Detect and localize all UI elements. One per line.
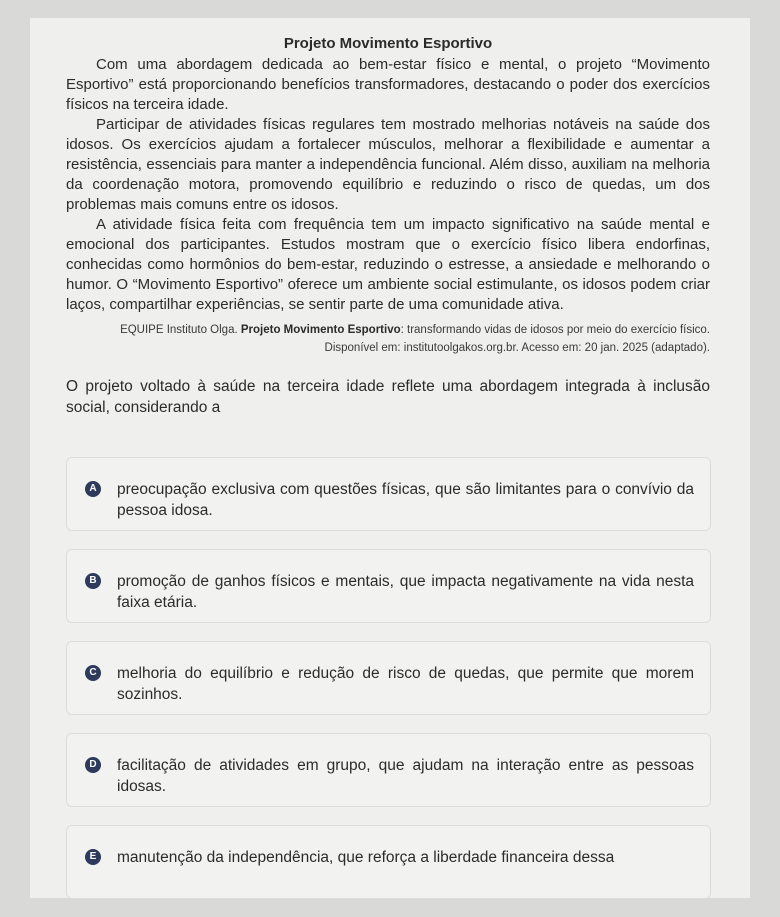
text-title: Projeto Movimento Esportivo — [283, 35, 493, 52]
option-d[interactable] — [66, 733, 711, 807]
option-e-text: manutenção da independência, que reforça a liberdade financeira dessa — [117, 849, 615, 866]
option-a-text: preocupação exclusiva com questões físicas, que são limitantes para o convívio da pessoa idosa. — [117, 481, 694, 519]
option-b[interactable] — [66, 549, 711, 623]
option-b-badge: B — [85, 573, 101, 589]
paragraph-2: Participar de atividades físicas regulares tem mostrado melhorias notáveis na saúde dos idosos. Os exercícios ajudam a fortalecer músculos, melhorar a flexibilidade e aumentar a resistência, essenciais para manter a independência funcional. Além disso, auxiliam na melhoria da coordenação motora, promovendo equilíbrio e reduzindo o risco de quedas, um dos problemas mais comuns entre os idosos. — [66, 116, 710, 213]
option-d-text: facilitação de atividades em grupo, que ajudam na interação entre as pessoas idosas. — [117, 757, 694, 795]
option-e-badge: E — [85, 849, 101, 865]
option-c-text: melhoria do equilíbrio e redução de risco de quedas, que permite que morem sozinhos. — [117, 665, 694, 703]
reference-access: Disponível em: institutoolgakos.org.br. Acesso em: 20 jan. 2025 (adaptado). — [324, 342, 710, 354]
reference-subtitle: : transformando vidas de idosos por meio do exercício físico. — [400, 324, 710, 336]
question-stem: O projeto voltado à saúde na terceira idade reflete uma abordagem integrada à inclusão social, considerando a — [66, 378, 710, 416]
paragraph-1: Com uma abordagem dedicada ao bem-estar físico e mental, o projeto “Movimento Esportivo” está proporcionando benefícios transformadores, destacando o poder dos exercícios físicos na terceira idade. — [66, 56, 710, 113]
reference-line-1 — [66, 321, 710, 339]
option-c-badge: C — [85, 665, 101, 681]
reference — [66, 321, 710, 357]
reference-work: Projeto Movimento Esportivo — [240, 324, 401, 336]
option-a-badge: A — [85, 481, 101, 497]
answer-options — [66, 457, 711, 917]
option-b-text: promoção de ganhos físicos e mentais, que impacta negativamente na vida nesta faixa etária. — [117, 573, 694, 611]
option-a[interactable] — [66, 457, 711, 531]
option-e[interactable] — [66, 825, 711, 899]
paragraph-3: A atividade física feita com frequência tem um impacto significativo na saúde mental e emocional dos participantes. Estudos mostram que o exercício físico libera endorfinas, conhecidas como hormônios do bem-estar, reduzindo o estresse, a ansiedade e melhorando o humor. O “Movimento Esportivo” oferece um ambiente social estimulante, os idosos podem criar laços, compartilhar experiências, se sentir parte de uma comunidade ativa. — [66, 216, 710, 313]
text-content — [66, 34, 710, 418]
option-c[interactable] — [66, 641, 711, 715]
option-d-badge: D — [85, 757, 101, 773]
reference-author: EQUIPE Instituto Olga. — [120, 324, 238, 336]
